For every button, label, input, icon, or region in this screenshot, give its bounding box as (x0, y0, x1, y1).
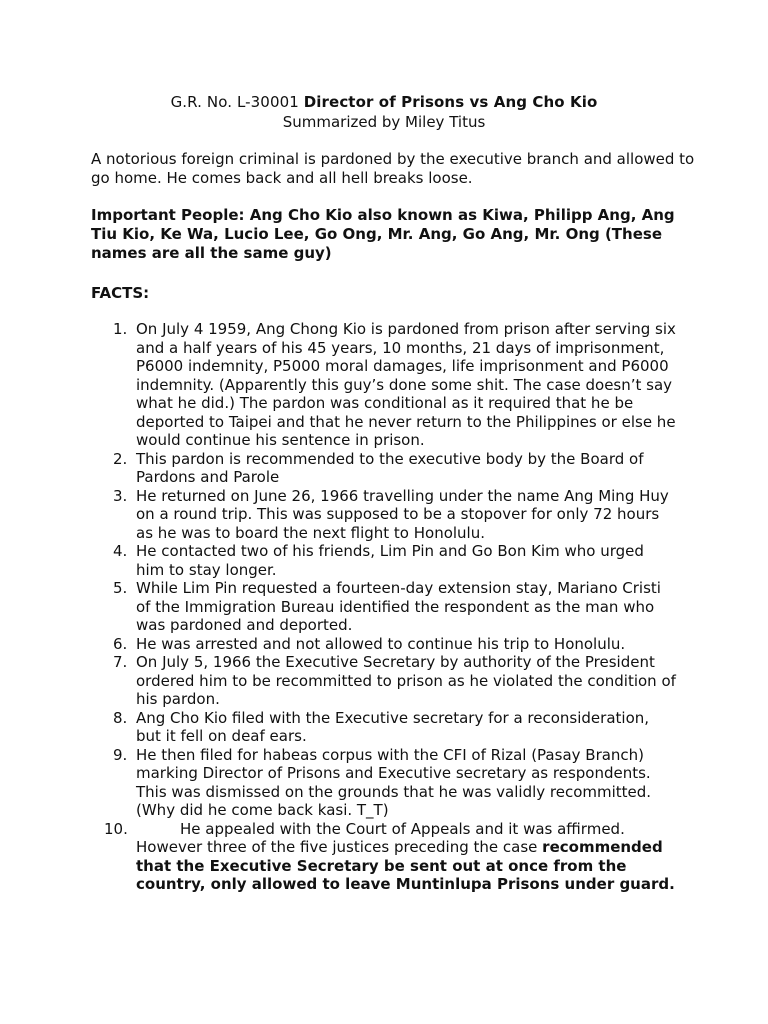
list-item (0, 450, 676, 487)
list-item (0, 635, 676, 654)
list-item (0, 709, 676, 746)
list-item-number: 7. (113, 653, 128, 671)
list-item-text: He then filed for habeas corpus with the CFI of Rizal (Pasay Branch) marking Director of Prisons and Executive secretary as respondents. This was dismissed on the grounds that he was validly recommitted. (Why did he come back kasi. T_T) (136, 745, 652, 819)
list-item (0, 653, 676, 709)
list-item-number: 2. (113, 449, 128, 468)
facts-list (0, 320, 768, 894)
case-number: G.R. No. L-30001 (170, 93, 299, 111)
page-subtitle: Summarized by Miley Titus (282, 113, 486, 131)
list-item-text: On July 4 1959, Ang Chong Kio is pardoned from prison after serving six and a half years of his 45 years, 10 months, 21 days of imprisonment, P6000 indemnity, P5000 moral damages, life imprisonment and P6000 indemnity. (Apparently this guy’s done some shit. The case doesn’t say what he did.) The pardon was conditional as it required that he be deported to Taipei and that he never return to the Philippines or else he would continue his sentence in prison. (136, 320, 676, 449)
important-people-paragraph: Important People: Ang Cho Kio also known as Kiwa, Philipp Ang, Ang Tiu Kio, Ke Wa, Lucio Lee, Go Ong, Mr. Ang, Go Ang, Mr. Ong (These names are all the same guy) (91, 206, 675, 262)
list-item (0, 820, 676, 894)
list-item-text: He contacted two of his friends, Lim Pin and Go Bon Kim who urged him to stay longer. (136, 542, 644, 579)
list-item (0, 542, 676, 579)
page-title (0, 93, 768, 112)
list-item-number: 1. (113, 320, 128, 338)
intro-paragraph: A notorious foreign criminal is pardoned by the executive branch and allowed to go home. He comes back and all hell breaks loose. (91, 150, 695, 187)
list-item-text: He returned on June 26, 1966 travelling under the name Ang Ming Huy on a round trip. This was supposed to be a stopover for only 72 hours as he was to board the next flight to Honolulu. (136, 486, 669, 542)
list-item-text: He was arrested and not allowed to continue his trip to Honolulu. (136, 634, 626, 653)
list-item-text: He appealed with the Court of Appeals and it was affirmed. However three of the five justices preceding the case (136, 819, 625, 856)
list-item (0, 320, 676, 450)
list-item-text: On July 5, 1966 the Executive Secretary by authority of the President ordered him to be recommitted to prison as he violated the condition of his pardon. (136, 653, 676, 708)
list-item-number: 8. (113, 708, 128, 727)
facts-heading: FACTS: (91, 284, 150, 302)
case-name: Director of Prisons vs Ang Cho Kio (303, 93, 598, 111)
list-item-emphasis: recommended that the Executive Secretary be sent out at once from the country, only allowed to leave Muntinlupa Prisons under guard. (136, 838, 675, 893)
list-item-text: While Lim Pin requested a fourteen-day extension stay, Mariano Cristi of the Immigration Bureau identified the respondent as the man who was pardoned and deported. (136, 579, 661, 634)
list-item-text: Ang Cho Kio filed with the Executive secretary for a reconsideration, but it fell on deaf ears. (136, 708, 650, 745)
list-item-number: 6. (113, 634, 128, 653)
list-item (0, 579, 676, 635)
list-item-number: 9. (113, 745, 128, 764)
list-item (0, 487, 676, 543)
list-item-number: 4. (113, 542, 128, 560)
list-item-number: 5. (113, 579, 128, 597)
list-item-number: 3. (113, 486, 128, 505)
list-item-number: 10. (104, 819, 128, 838)
list-item-text: This pardon is recommended to the executive body by the Board of Pardons and Parole (136, 449, 644, 486)
list-item (0, 746, 676, 820)
